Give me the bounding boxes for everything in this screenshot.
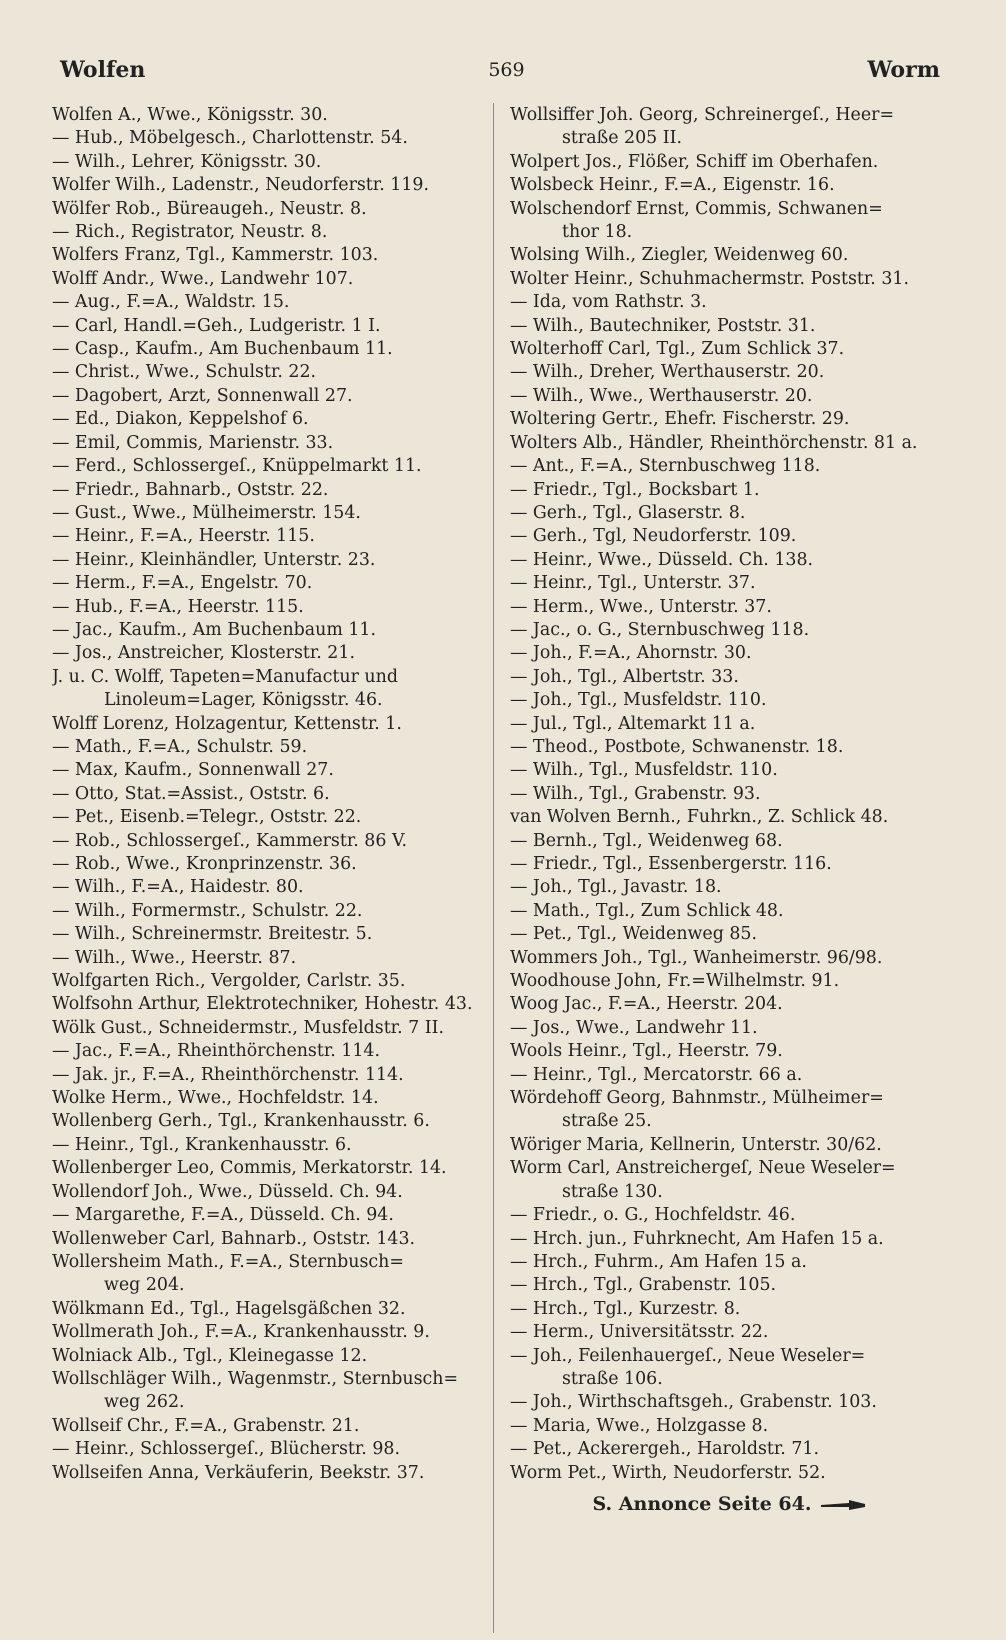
directory-entry [510, 502, 950, 525]
directory-entry [510, 806, 950, 829]
entry-text: — Margarethe, F.=A., Düsseld. Ch. 94. [52, 1205, 394, 1226]
entry-text: — Rich., Registrator, Neustr. 8. [52, 222, 328, 243]
entry-continuation: straße 130. [562, 1181, 663, 1202]
entry-text: — Friedr., Bahnarb., Oststr. 22. [52, 479, 329, 500]
entry-text: Wolfer Wilh., Ladenstr., Neudorferstr. 119. [52, 175, 429, 196]
entry-text: Wölk Gust., Schneidermstr., Musfeldstr. 7 II. [52, 1017, 444, 1038]
directory-entry [510, 385, 950, 408]
entry-text: — Hub., F.=A., Heerstr. 115. [52, 596, 304, 617]
directory-entry [510, 642, 950, 665]
entry-text: J. u. C. Wolff, Tapeten=Manufactur und [52, 666, 398, 687]
directory-entry [510, 1415, 950, 1438]
entry-text: — Dagobert, Arzt, Sonnenwall 27. [52, 385, 353, 406]
directory-entry [52, 1017, 492, 1040]
entry-text: Wolfsohn Arthur, Elektrotechniker, Hohestr. 43. [52, 994, 473, 1015]
directory-entry [52, 619, 492, 642]
header-right-word: Worm [867, 57, 940, 83]
entry-text: Wolpert Jos., Flößer, Schiff im Oberhafen. [510, 151, 879, 172]
directory-entry [510, 923, 950, 946]
entry-text: Wölkmann Ed., Tgl., Hagelsgäßchen 32. [52, 1298, 406, 1319]
entry-continuation: weg 262. [104, 1392, 185, 1413]
entry-text: — Jak. jr., F.=A., Rheinthörchenstr. 114. [52, 1064, 404, 1085]
entry-text: Wollschläger Wilh., Wagenmstr., Sternbusch= [52, 1368, 459, 1389]
directory-entry [510, 1391, 950, 1414]
directory-entry [510, 408, 950, 431]
entry-text: — Wilh., Wwe., Werthauserstr. 20. [510, 385, 813, 406]
entry-text: — Joh., F.=A., Ahornstr. 30. [510, 643, 752, 664]
entry-text: Wollendorf Joh., Wwe., Düsseld. Ch. 94. [52, 1181, 403, 1202]
entry-text: Wolniack Alb., Tgl., Kleinegasse 12. [52, 1345, 368, 1366]
directory-entry [510, 1064, 950, 1087]
entry-text: — Friedr., Tgl., Bocksbart 1. [510, 479, 760, 500]
entry-text: — Herm., Wwe., Unterstr. 37. [510, 596, 772, 617]
entry-text: Worm Pet., Wirth, Neudorferstr. 52. [510, 1462, 826, 1483]
entry-text: Wöriger Maria, Kellnerin, Unterstr. 30/62. [510, 1134, 882, 1155]
entry-text: — Math., Tgl., Zum Schlick 48. [510, 900, 784, 921]
directory-entry [52, 525, 492, 548]
entry-text: — Heinr., Wwe., Düsseld. Ch. 138. [510, 549, 814, 570]
entry-text: — Pet., Eisenb.=Telegr., Oststr. 22. [52, 807, 362, 828]
directory-entry [52, 479, 492, 502]
entry-text: Wolsing Wilh., Ziegler, Weidenweg 60. [510, 245, 849, 266]
entry-text: — Heinr., Tgl., Unterstr. 37. [510, 573, 756, 594]
entry-text: — Friedr., o. G., Hochfeldstr. 46. [510, 1205, 796, 1226]
entry-text: — Jac., F.=A., Rheinthörchenstr. 114. [52, 1041, 381, 1062]
entry-text: Wolke Herm., Wwe., Hochfeldstr. 14. [52, 1088, 379, 1109]
directory-entry [510, 244, 950, 267]
entry-continuation: straße 205 II. [562, 128, 683, 149]
directory-entry [52, 1251, 492, 1298]
directory-entry [52, 104, 492, 127]
entry-text: — Herm., F.=A., Engelstr. 70. [52, 573, 313, 594]
entry-text: Worm Carl, Anstreichergeſ, Neue Weseler= [510, 1158, 896, 1179]
entry-text: — Joh., Wirthschaftsgeh., Grabenstr. 103. [510, 1392, 877, 1413]
entry-text: — Jos., Anstreicher, Klosterstr. 21. [52, 643, 355, 664]
entry-text: Woltering Gertr., Ehefr. Fischerstr. 29. [510, 409, 850, 430]
entry-text: — Aug., F.=A., Waldstr. 15. [52, 292, 290, 313]
entry-text: — Carl, Handl.=Geh., Ludgeristr. 1 I. [52, 315, 381, 336]
entry-text: Wollseif Chr., F.=A., Grabenstr. 21. [52, 1415, 360, 1436]
directory-entry [52, 759, 492, 782]
directory-entry [52, 174, 492, 197]
entry-text: Wördehoff Georg, Bahnmstr., Mülheimer= [510, 1088, 884, 1109]
directory-entry [52, 408, 492, 431]
entry-text: — Hrch., Tgl., Kurzestr. 8. [510, 1298, 741, 1319]
directory-entry [510, 666, 950, 689]
directory-entry [510, 525, 950, 548]
entry-text: — Hub., Möbelgesch., Charlottenstr. 54. [52, 128, 408, 149]
entry-text: — Max, Kaufm., Sonnenwall 27. [52, 760, 334, 781]
directory-entry [510, 1017, 950, 1040]
directory-entry [52, 1228, 492, 1251]
entry-text: — Theod., Postbote, Schwanenstr. 18. [510, 736, 844, 757]
entry-continuation: straße 25. [562, 1111, 652, 1132]
entry-continuation: Linoleum=Lager, Königsstr. 46. [104, 690, 383, 711]
directory-entry [510, 198, 950, 245]
entry-text: — Heinr., Schlossergeſ., Blücherstr. 98. [52, 1439, 401, 1460]
entry-text: — Jac., o. G., Sternbuschweg 118. [510, 619, 810, 640]
entry-text: — Hrch., Tgl., Grabenstr. 105. [510, 1275, 777, 1296]
entry-text: Wolff Lorenz, Holzagentur, Kettenstr. 1. [52, 713, 402, 734]
entry-text: — Hrch. jun., Fuhrknecht, Am Hafen 15 a. [510, 1228, 884, 1249]
entry-text: Wollmerath Joh., F.=A., Krankenhausstr. 9. [52, 1322, 430, 1343]
entry-text: — Rob., Schlossergeſ., Kammerstr. 86 V. [52, 830, 408, 851]
entry-text: — Gerh., Tgl, Neudorferstr. 109. [510, 526, 797, 547]
entry-text: Wolff Andr., Wwe., Landwehr 107. [52, 268, 354, 289]
header-left-word: Wolfen [60, 57, 146, 83]
directory-entry [510, 830, 950, 853]
directory-entry [52, 783, 492, 806]
directory-entry [52, 1110, 492, 1133]
entry-text: — Herm., Universitätsstr. 22. [510, 1322, 769, 1343]
entry-text: Wolters Alb., Händler, Rheinthörchenstr. 81 a. [510, 432, 918, 453]
entry-text: Wollsiffer Joh. Georg, Schreinergeſ., Heer= [510, 105, 895, 125]
directory-entry [510, 1157, 950, 1204]
entry-text: Wolsbeck Heinr., F.=A., Eigenstr. 16. [510, 175, 835, 196]
entry-text: Wommers Joh., Tgl., Wanheimerstr. 96/98. [510, 947, 883, 968]
entry-text: — Wilh., Wwe., Heerstr. 87. [52, 947, 297, 968]
entry-text: Wools Heinr., Tgl., Heerstr. 79. [510, 1041, 783, 1062]
entry-text: — Jos., Wwe., Landwehr 11. [510, 1017, 758, 1038]
directory-entry [510, 900, 950, 923]
directory-entry [510, 1251, 950, 1274]
directory-entry [510, 783, 950, 806]
entry-text: Wölfer Rob., Büreaugeh., Neustr. 8. [52, 198, 367, 219]
directory-entry [510, 736, 950, 759]
directory-entry [52, 923, 492, 946]
entry-text: Wollersheim Math., F.=A., Sternbusch= [52, 1251, 404, 1272]
directory-entry [510, 1134, 950, 1157]
entry-text: — Heinr., Tgl., Mercatorstr. 66 a. [510, 1064, 803, 1085]
directory-entry [52, 736, 492, 759]
directory-entry [510, 361, 950, 384]
entry-text: — Wilh., F.=A., Haidestr. 80. [52, 877, 304, 898]
directory-entry [510, 1298, 950, 1321]
directory-entry [510, 759, 950, 782]
entry-text: Wollenweber Carl, Bahnarb., Oststr. 143. [52, 1228, 416, 1249]
directory-entry [510, 619, 950, 642]
directory-entry [52, 151, 492, 174]
entry-text: Wolfers Franz, Tgl., Kammerstr. 103. [52, 245, 379, 266]
directory-entry [510, 572, 950, 595]
directory-entry [52, 1157, 492, 1180]
column-divider [493, 103, 494, 1633]
directory-entry [510, 596, 950, 619]
directory-entry [52, 713, 492, 736]
directory-entry [510, 455, 950, 478]
entry-text: — Pet., Ackerergeh., Haroldstr. 71. [510, 1439, 819, 1460]
directory-entry [52, 385, 492, 408]
entry-text: — Math., F.=A., Schulstr. 59. [52, 736, 308, 757]
directory-entry [510, 1204, 950, 1227]
entry-text: Wollenberger Leo, Commis, Merkatorstr. 14. [52, 1158, 447, 1179]
directory-entry [510, 1087, 950, 1134]
directory-entry [52, 361, 492, 384]
directory-entry [510, 268, 950, 291]
directory-entry [52, 268, 492, 291]
entry-text: — Ferd., Schlossergeſ., Knüppelmarkt 11. [52, 456, 422, 477]
entry-text: — Otto, Stat.=Assist., Oststr. 6. [52, 783, 330, 804]
entry-text: — Pet., Tgl., Weidenweg 85. [510, 924, 758, 945]
directory-entry [510, 1228, 950, 1251]
annonce-note-text: S. Annonce Seite 64. [592, 1492, 812, 1515]
directory-entry [52, 1298, 492, 1321]
directory-entry [52, 596, 492, 619]
directory-entry [510, 1345, 950, 1392]
directory-entry [510, 1321, 950, 1344]
directory-entry [52, 221, 492, 244]
directory-entry [510, 993, 950, 1016]
directory-entry [510, 970, 950, 993]
directory-entry [510, 549, 950, 572]
directory-entry [510, 315, 950, 338]
entry-text: Wolfen A., Wwe., Königsstr. 30. [52, 105, 328, 125]
directory-entry [510, 713, 950, 736]
entry-text: — Wilh., Lehrer, Königsstr. 30. [52, 151, 322, 172]
directory-entry [52, 1181, 492, 1204]
directory-entry [510, 947, 950, 970]
entry-text: — Joh., Tgl., Javastr. 18. [510, 877, 722, 898]
entry-text: — Gust., Wwe., Mülheimerstr. 154. [52, 502, 361, 523]
page-number: 569 [488, 59, 525, 81]
page-header [60, 52, 940, 88]
entry-text: — Rob., Wwe., Kronprinzenstr. 36. [52, 854, 357, 874]
entry-continuation: thor 18. [562, 222, 633, 243]
entry-text: — Heinr., F.=A., Heerstr. 115. [52, 526, 315, 547]
entry-text: Woog Jac., F.=A., Heerstr. 204. [510, 994, 783, 1015]
directory-entry [52, 572, 492, 595]
directory-entry [510, 151, 950, 174]
entry-text: — Ida, vom Rathstr. 3. [510, 292, 707, 313]
directory-entry [510, 1438, 950, 1461]
directory-entry [52, 432, 492, 455]
entry-text: van Wolven Bernh., Fuhrkn., Z. Schlick 48. [510, 807, 889, 828]
directory-entry [52, 853, 492, 876]
entry-text: — Wilh., Dreher, Werthauserstr. 20. [510, 362, 825, 383]
directory-entry [52, 244, 492, 267]
directory-entry [52, 338, 492, 361]
directory-entry [52, 993, 492, 1016]
entry-text: — Heinr., Kleinhändler, Unterstr. 23. [52, 549, 376, 570]
directory-entry [52, 1438, 492, 1461]
directory-entry [510, 1040, 950, 1063]
directory-entry [510, 174, 950, 197]
entry-text: Wolterhoff Carl, Tgl., Zum Schlick 37. [510, 339, 845, 360]
entry-text: Wollenberg Gerh., Tgl., Krankenhausstr. 6. [52, 1111, 430, 1132]
entry-text: Wolter Heinr., Schuhmachermstr. Poststr. 31. [510, 268, 909, 289]
entry-continuation: weg 204. [104, 1275, 185, 1296]
entry-text: — Joh., Feilenhauergeſ., Neue Weseler= [510, 1345, 866, 1366]
entry-text: — Ant., F.=A., Sternbuschweg 118. [510, 456, 821, 477]
directory-entry [510, 104, 950, 151]
directory-entry [52, 970, 492, 993]
directory-entry [510, 1274, 950, 1297]
directory-entry [52, 291, 492, 314]
directory-entry [52, 315, 492, 338]
directory-entry [510, 689, 950, 712]
annonce-note [510, 1493, 950, 1516]
entry-text: — Bernh., Tgl., Weidenweg 68. [510, 830, 783, 851]
entry-text: — Heinr., Tgl., Krankenhausstr. 6. [52, 1134, 352, 1155]
directory-entry [52, 1204, 492, 1227]
entry-text: — Christ., Wwe., Schulstr. 22. [52, 362, 317, 383]
directory-entry [52, 830, 492, 853]
pointing-hand-icon [819, 1498, 867, 1512]
entry-text: — Wilh., Bautechniker, Poststr. 31. [510, 315, 816, 336]
directory-entry [52, 198, 492, 221]
entry-text: — Hrch., Fuhrm., Am Hafen 15 a. [510, 1251, 807, 1272]
directory-entry [510, 1462, 950, 1485]
directory-entry [52, 876, 492, 899]
directory-entry [52, 1134, 492, 1157]
entry-text: Wollseifen Anna, Verkäuferin, Beekstr. 37. [52, 1462, 425, 1483]
entry-text: — Joh., Tgl., Albertstr. 33. [510, 666, 739, 687]
directory-entry [52, 1415, 492, 1438]
entry-text: Wolschendorf Ernst, Commis, Schwanen= [510, 198, 883, 219]
directory-entry [510, 876, 950, 899]
entry-text: — Casp., Kaufm., Am Buchenbaum 11. [52, 339, 393, 360]
entry-text: — Wilh., Tgl., Grabenstr. 93. [510, 783, 761, 804]
entry-text: Wolfgarten Rich., Vergolder, Carlstr. 35. [52, 971, 406, 992]
directory-entry [52, 1321, 492, 1344]
entry-text: — Wilh., Formermstr., Schulstr. 22. [52, 900, 363, 921]
directory-entry [52, 666, 492, 713]
directory-entry [510, 479, 950, 502]
directory-entry [52, 455, 492, 478]
entry-text: — Jul., Tgl., Altemarkt 11 a. [510, 713, 756, 734]
left-column [52, 104, 492, 1485]
entry-text: — Wilh., Schreinermstr. Breitestr. 5. [52, 924, 373, 945]
directory-entry [52, 1040, 492, 1063]
directory-entry [510, 853, 950, 876]
directory-entry [52, 900, 492, 923]
directory-entry [510, 291, 950, 314]
directory-entry [52, 806, 492, 829]
directory-entry [510, 432, 950, 455]
directory-entry [52, 1087, 492, 1110]
entry-text: — Jac., Kaufm., Am Buchenbaum 11. [52, 619, 377, 640]
directory-entry [52, 549, 492, 572]
directory-entry [52, 1064, 492, 1087]
directory-entry [52, 1462, 492, 1485]
directory-entry [52, 502, 492, 525]
directory-entry [52, 1345, 492, 1368]
entry-text: — Gerh., Tgl., Glaserstr. 8. [510, 502, 746, 523]
entry-continuation: straße 106. [562, 1368, 663, 1389]
entry-text: — Friedr., Tgl., Essenbergerstr. 116. [510, 854, 832, 874]
directory-entry [52, 1368, 492, 1415]
directory-entry [52, 127, 492, 150]
entry-text: — Maria, Wwe., Holzgasse 8. [510, 1415, 769, 1436]
entry-text: — Ed., Diakon, Keppelshof 6. [52, 409, 309, 430]
entry-text: — Wilh., Tgl., Musfeldstr. 110. [510, 760, 778, 781]
directory-entry [52, 642, 492, 665]
directory-entry [52, 947, 492, 970]
entry-text: Woodhouse John, Fr.=Wilhelmstr. 91. [510, 971, 840, 992]
right-column [510, 104, 950, 1516]
entry-text: — Joh., Tgl., Musfeldstr. 110. [510, 690, 767, 711]
entry-text: — Emil, Commis, Marienstr. 33. [52, 432, 334, 453]
directory-entry [510, 338, 950, 361]
